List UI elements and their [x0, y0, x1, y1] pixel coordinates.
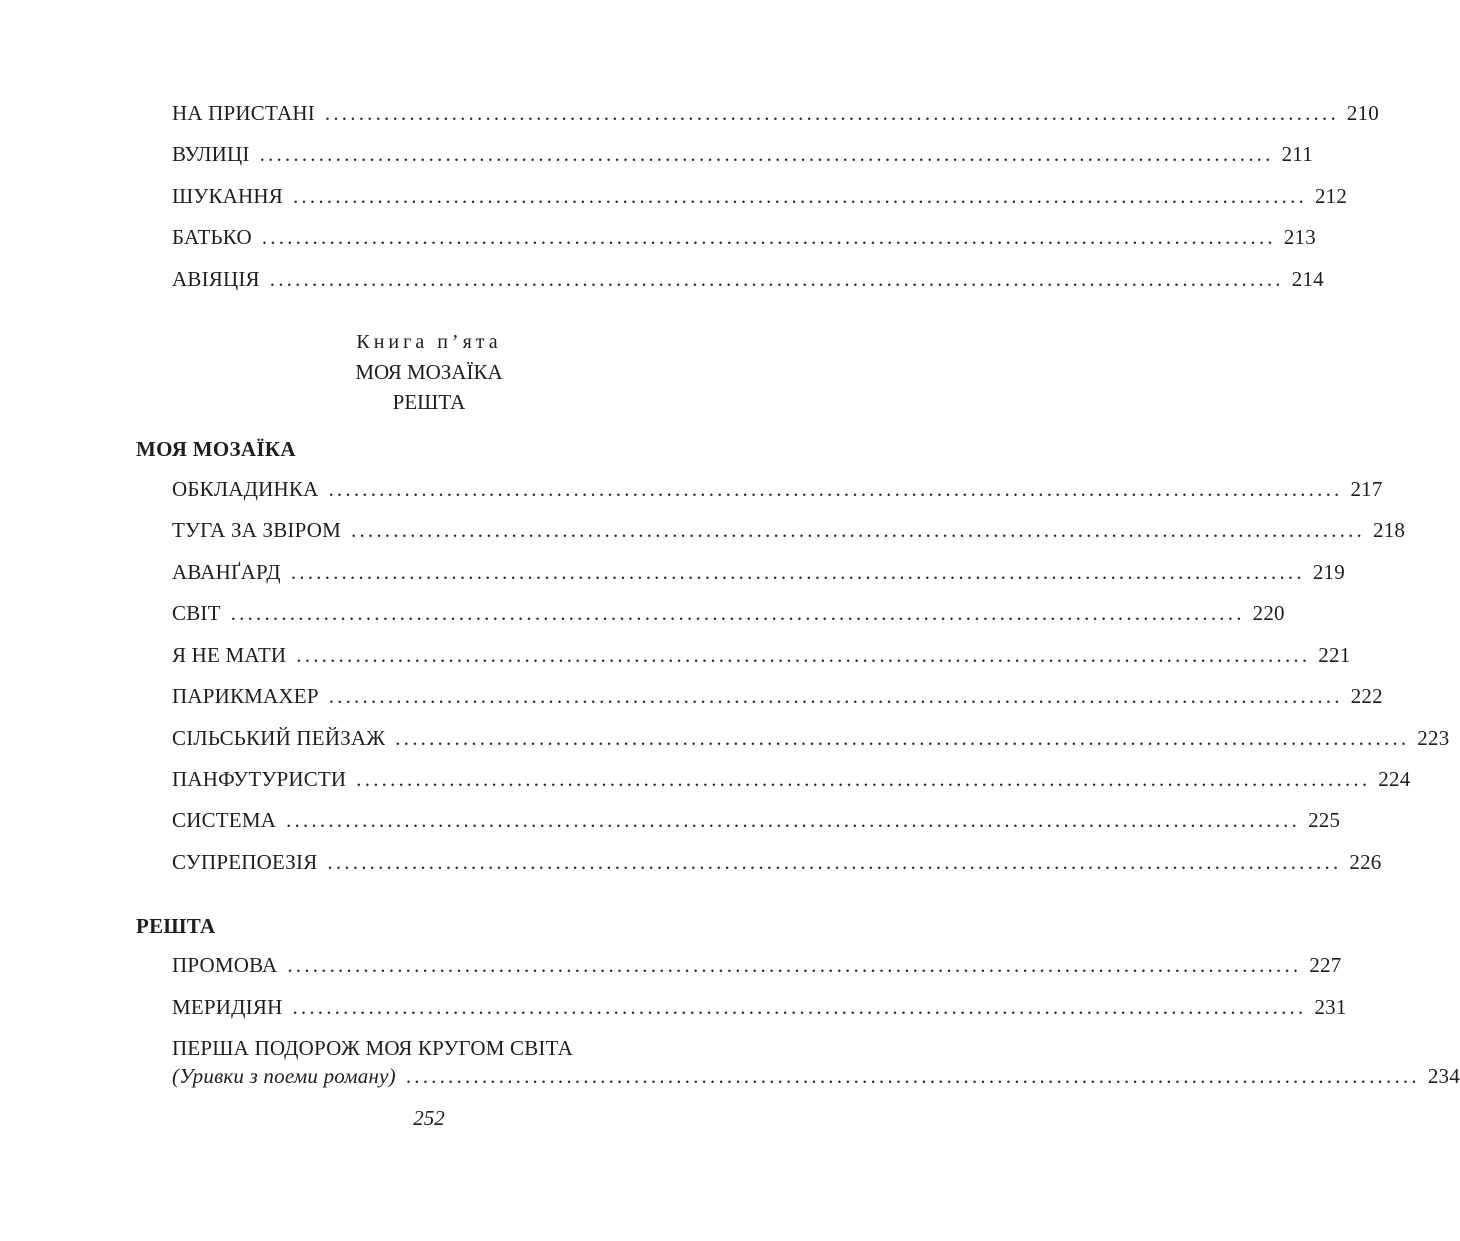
entry-title: СІЛЬСЬКИЙ ПЕЙЗАЖ — [172, 726, 386, 750]
entry-title: ПЕРША ПОДОРОЖ МОЯ КРУГОМ СВІТА — [172, 1036, 573, 1060]
entry-title: ТУГА ЗА ЗВІРОМ — [172, 518, 341, 542]
entry-subtitle: (Уривки з поеми роману) — [172, 1064, 396, 1088]
entry-title: СВІТ — [172, 601, 221, 625]
entry-title: СИСТЕМА — [172, 808, 277, 832]
dot-leader: ........................................................................................................................ — [351, 518, 1365, 542]
dot-leader: ........................................................................................................................ — [259, 142, 1274, 166]
entry-title: ПАРИКМАХЕР — [172, 684, 319, 708]
entry-title: ВУЛИЦІ — [172, 142, 250, 166]
dot-leader: ........................................................................................................................ — [286, 808, 1301, 832]
dot-leader: ........................................................................................................................ — [328, 684, 1343, 708]
dot-leader: ........................................................................................................................ — [296, 643, 1311, 667]
entry-page-number: 231 — [1314, 995, 1347, 1019]
dot-leader: ........................................................................................................................ — [324, 101, 1339, 125]
entry-page-number: 214 — [1291, 267, 1324, 291]
section-heading: РЕШТА — [136, 914, 216, 938]
entry-title: ОБКЛАДИНКА — [172, 477, 319, 501]
toc-entry — [172, 184, 1348, 214]
page-number: 252 — [413, 1106, 445, 1130]
entry-title: АВІЯЦІЯ — [172, 267, 260, 291]
toc-entry — [172, 142, 1313, 172]
book-title: МОЯ МОЗАЇКА — [355, 360, 503, 384]
toc-entry — [172, 995, 1347, 1025]
entry-page-number: 222 — [1350, 684, 1383, 708]
dot-leader: ........................................................................................................................ — [395, 726, 1410, 750]
entry-title: Я НЕ МАТИ — [172, 643, 287, 667]
dot-leader: ........................................................................................................................ — [292, 184, 1307, 208]
toc-entry — [172, 518, 1406, 548]
toc-entry — [172, 225, 1316, 255]
book-subtitle: РЕШТА — [392, 390, 466, 414]
toc-entry — [172, 684, 1383, 714]
entry-title: ПРОМОВА — [172, 953, 278, 977]
toc-entry — [172, 953, 1342, 983]
toc-entry — [172, 643, 1351, 673]
dot-leader: ........................................................................................................................ — [269, 267, 1284, 291]
toc-entry — [172, 477, 1383, 507]
entry-page-number: 221 — [1318, 643, 1351, 667]
toc-entry — [172, 560, 1345, 590]
toc-entry — [172, 601, 1285, 631]
toc-entry-second-line — [172, 1064, 1460, 1094]
entry-page-number: 220 — [1252, 601, 1285, 625]
entry-title: ПАНФУТУРИСТИ — [172, 767, 347, 791]
dot-leader: ........................................................................................................................ — [261, 225, 1276, 249]
entry-title: МЕРИДІЯН — [172, 995, 283, 1019]
entry-page-number: 226 — [1349, 850, 1382, 874]
entry-page-number: 234 — [1427, 1064, 1460, 1088]
toc-entry — [172, 808, 1341, 838]
entry-page-number: 210 — [1346, 101, 1380, 125]
dot-leader: ........................................................................................................................ — [356, 767, 1371, 791]
book-label: Книга п’ята — [356, 331, 502, 353]
toc-entry — [172, 101, 1380, 131]
toc-entry-first-line — [172, 1036, 721, 1066]
toc-entry — [172, 767, 1411, 797]
entry-page-number: 213 — [1283, 225, 1316, 249]
toc-entry — [172, 726, 1450, 756]
entry-page-number: 225 — [1308, 808, 1341, 832]
entry-title: СУПРЕПОЕЗІЯ — [172, 850, 318, 874]
dot-leader: ........................................................................................................................ — [328, 477, 1343, 501]
dot-leader: ........................................................................................................................ — [292, 995, 1307, 1019]
entry-page-number: 212 — [1314, 184, 1348, 208]
entry-page-number: 224 — [1378, 767, 1411, 791]
entry-page-number: 211 — [1281, 142, 1313, 166]
dot-leader: ........................................................................................................................ — [327, 850, 1342, 874]
entry-page-number: 218 — [1373, 518, 1406, 542]
entry-title: БАТЬКО — [172, 225, 252, 249]
dot-leader: ........................................................................................................................ — [290, 560, 1305, 584]
toc-entry — [172, 850, 1382, 880]
dot-leader: ........................................................................................................................ — [230, 601, 1245, 625]
entry-title: АВАНҐАРД — [172, 560, 281, 584]
entry-page-number: 219 — [1312, 560, 1345, 584]
dot-leader: ........................................................................................................................ — [287, 953, 1302, 977]
entry-page-number: 227 — [1309, 953, 1342, 977]
dot-leader: ........................................................................................................................ — [405, 1064, 1420, 1088]
entry-page-number: 223 — [1417, 726, 1450, 750]
entry-title: НА ПРИСТАНІ — [172, 101, 315, 125]
toc-entry — [172, 267, 1324, 297]
entry-page-number: 217 — [1350, 477, 1383, 501]
entry-title: ШУКАННЯ — [172, 184, 283, 208]
section-heading: МОЯ МОЗАЇКА — [136, 437, 296, 461]
